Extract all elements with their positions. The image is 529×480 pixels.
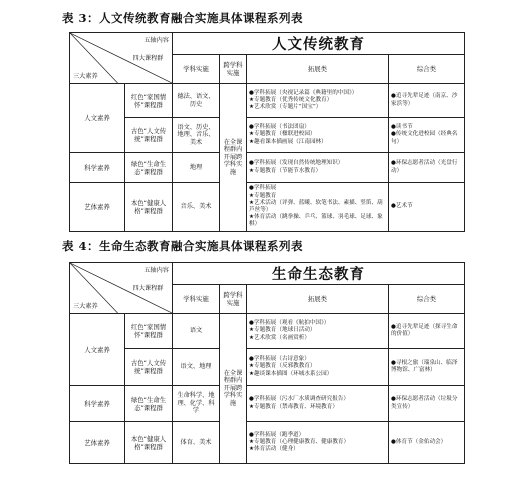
subject-cell: 音乐、美术: [173, 183, 220, 232]
list-item: ●寻根之旅（瑞泉山、临泽博物馆、广富林）: [391, 359, 458, 373]
list-item: ★专题教育（优秀传统文化教育）: [249, 96, 333, 103]
list-item: ★专题教育（节能节水教育）: [249, 167, 322, 174]
list-item: ●追寻先辈足迹（南京、沙家浜等）: [391, 93, 458, 107]
list-item: ★专题教育（地球日活动）: [249, 327, 316, 334]
subject-cell: 语文、地理: [173, 349, 220, 386]
axis-label: 五轴内容: [144, 267, 169, 274]
col-cross: 跨学科实施: [220, 55, 247, 84]
subject-cell: 地理: [173, 153, 220, 183]
table3-main-title: 人文传统教育: [173, 33, 465, 55]
table4: [69, 262, 464, 464]
subject-cell: 体育、美术: [173, 422, 220, 464]
extend-cell: [247, 153, 389, 183]
cross-cell: 在全课程群内开展跨学科实施: [220, 84, 247, 232]
list-item: ●学科拓展（古诗意象）: [249, 356, 310, 363]
list-item: ★专题教育（反邪教教育）: [249, 363, 316, 370]
comprehensive-cell: [389, 422, 465, 464]
quality-cell: 人文素养: [70, 314, 125, 386]
quality-cell: 艺体素养: [70, 183, 125, 232]
subject-cell: 语文: [173, 314, 220, 349]
list-item: ●学科拓展: [249, 185, 277, 192]
col-extend: 拓展类: [247, 55, 389, 84]
quality-cell: 人文素养: [70, 84, 125, 153]
quality-label: 三大素养: [73, 73, 98, 80]
table4-caption: 表 4：生命生态教育融合实施具体课程系列表: [62, 239, 304, 253]
list-item: ★体育活动（健身）: [249, 446, 299, 453]
group-cell: 绿色“生命生态”课程群: [125, 153, 173, 183]
extend-cell: [247, 183, 389, 232]
table4-main-title: 生命生态教育: [173, 263, 465, 285]
quality-cell: 艺体素养: [70, 422, 125, 464]
group-cell: 古色“人文传统”课程群: [125, 349, 173, 386]
list-item: ●环保志愿者活动（光盘行动）: [391, 160, 458, 174]
list-item: ★专题教育（心理健康教育、健康教育）: [249, 438, 350, 445]
cross-cell: 在全课程群内开展跨学科实施: [220, 314, 247, 464]
comprehensive-cell: [389, 84, 465, 118]
list-item: ★体育活动（跳拳操、乒乓、篮球、羽毛球、足球、象棋）: [249, 214, 383, 228]
group-cell: 古色“人文传统”课程群: [125, 118, 173, 153]
list-item: ●学科拓展（书法团扇）: [249, 124, 310, 131]
table4-corner-header: [70, 263, 173, 314]
group-cell: 绿色“生命生态”课程群: [125, 386, 173, 422]
col-comprehensive: 综合类: [389, 285, 465, 314]
list-item: ●学科拓展（央视记录篇《典籍里的中国》）: [249, 89, 358, 96]
list-item: ●学科拓展（发现自然传统地理知识）: [249, 160, 344, 167]
comprehensive-cell: [389, 349, 465, 386]
list-item: ●学科拓展（观看《航拍中国》）: [249, 320, 330, 327]
extend-cell: [247, 84, 389, 118]
list-item: ★专题教育（禁毒教育、环境教育）: [249, 403, 338, 410]
quality-label: 三大素养: [73, 303, 98, 310]
list-item: ★专题教育（楹联进校园）: [249, 131, 316, 138]
col-cross: 跨学科实施: [220, 285, 247, 314]
quality-cell: 科学素养: [70, 386, 125, 422]
subject-cell: 德法、语文、历史: [173, 84, 220, 118]
subject-cell: 语文、历史、地理、音乐、美术: [173, 118, 220, 153]
group-label: 四大课程群: [132, 285, 164, 292]
list-item: ●体育节（金佑动会）: [391, 438, 447, 445]
list-item: ●学科拓展（污水厂水质调查研究报告）: [249, 396, 349, 403]
col-extend: 拓展类: [247, 285, 389, 314]
list-item: ●读书节: [391, 124, 413, 131]
group-label: 四大课程群: [132, 55, 164, 62]
comprehensive-cell: [389, 153, 465, 183]
comprehensive-cell: [389, 118, 465, 153]
extend-cell: [247, 314, 389, 349]
col-subject: 学科实施: [173, 55, 220, 84]
group-cell: 红色“家国情怀”课程群: [125, 314, 173, 349]
list-item: ★专题教育: [249, 192, 277, 199]
subject-cell: 生命科学、地理、化学、科学: [173, 386, 220, 422]
comprehensive-cell: [389, 314, 465, 349]
list-item: ●追寻先辈足迹（探寻生命的价值）: [391, 323, 458, 337]
group-cell: 本色“健康人格”课程群: [125, 422, 173, 464]
col-subject: 学科实施: [173, 285, 220, 314]
list-item: ★趣看课本插画展（江南园林）: [249, 138, 327, 145]
table3-caption: 表 3：人文传统教育融合实施具体课程系列表: [62, 11, 304, 25]
table3-corner-header: [70, 33, 173, 84]
col-comprehensive: 综合类: [389, 55, 465, 84]
extend-cell: [247, 118, 389, 153]
list-item: ●环保志愿者活动（垃圾分类宣传）: [391, 396, 458, 410]
axis-label: 五轴内容: [144, 37, 169, 44]
list-item: ★艺术活动（评弹、蓝曦、软笔书法、素描、竖笛、葫芦丝等）: [249, 199, 383, 213]
extend-cell: [247, 349, 389, 386]
comprehensive-cell: [389, 183, 465, 232]
extend-cell: [247, 386, 389, 422]
table3: [69, 32, 464, 232]
extend-cell: [247, 422, 389, 464]
list-item: ★艺术欣赏（名画赏析）: [249, 334, 310, 341]
group-cell: 红色“家国情怀”课程群: [125, 84, 173, 118]
list-item: ★趣谈课本插图（环城水系公园）: [249, 370, 333, 377]
list-item: ●传统文化进校园（经典名句）: [391, 131, 458, 145]
list-item: ●艺术节: [391, 203, 413, 210]
list-item: ★艺术欣赏（专题片“国宝”）: [249, 104, 322, 111]
group-cell: 本色“健康人格”课程群: [125, 183, 173, 232]
comprehensive-cell: [389, 386, 465, 422]
list-item: ●学科拓展（跑季道）: [249, 431, 305, 438]
quality-cell: 科学素养: [70, 153, 125, 183]
